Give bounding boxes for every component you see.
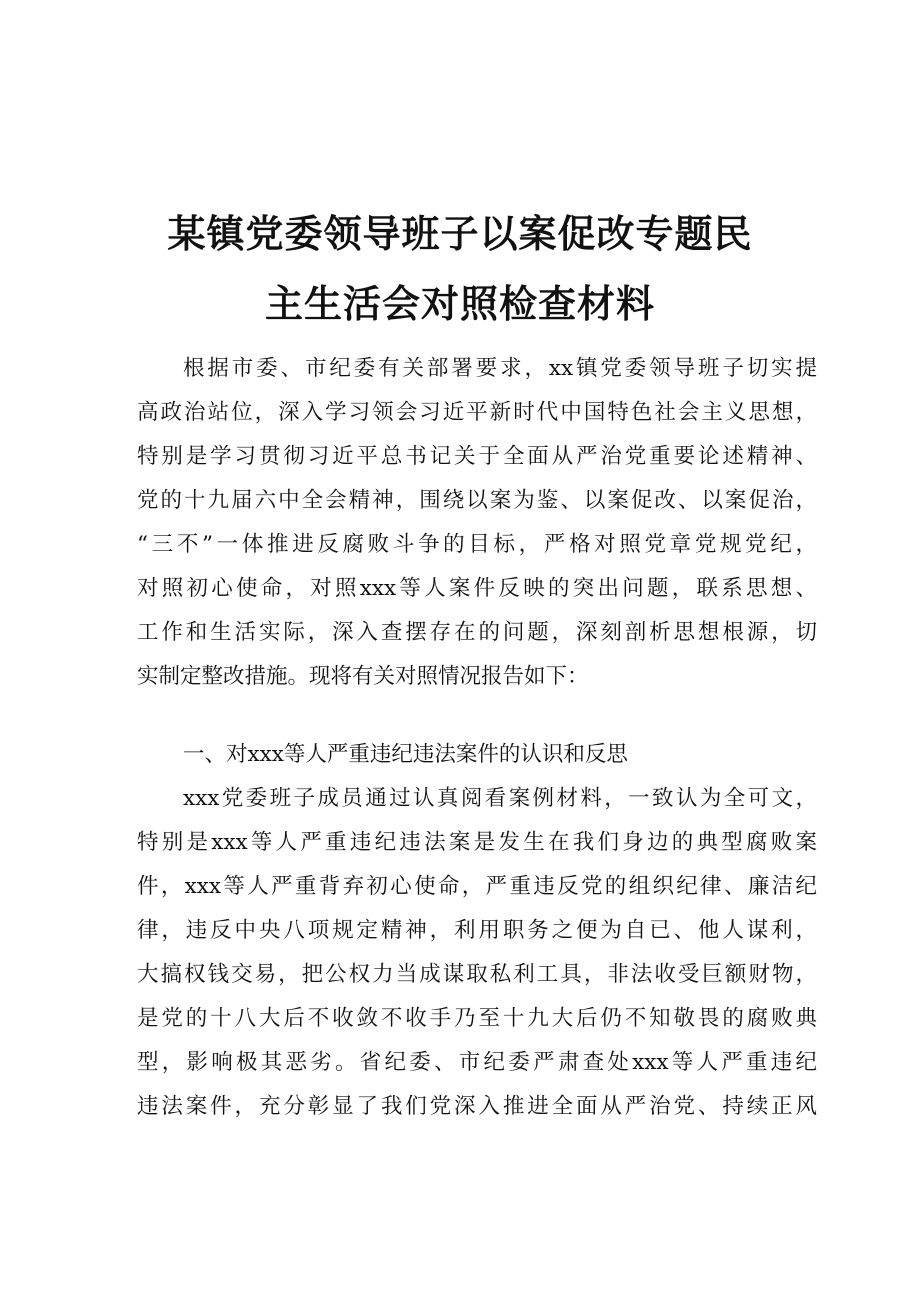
paragraph-intro bbox=[137, 347, 817, 699]
paragraph-line: 根据市委、市纪委有关部署要求，xx镇党委领导班子切实提 bbox=[183, 356, 817, 381]
paragraph-line: 特别是xxx等人严重违纪违法案是发生在我们身边的典型腐败案 bbox=[137, 830, 817, 855]
paragraph-line: “三不”一体推进反腐败斗争的目标，严格对照党章党规党纪， bbox=[137, 532, 817, 557]
paragraph-line: 是党的十八大后不收敛不收手乃至十九大后仍不知敬畏的腐败典 bbox=[137, 1006, 817, 1031]
paragraph-line: 特别是学习贯彻习近平总书记关于全面从严治党重要论述精神、 bbox=[137, 444, 817, 469]
paragraph-line: xxx党委班子成员通过认真阅看案例材料，一致认为全可文， bbox=[183, 786, 817, 811]
paragraph-line: 件，xxx等人严重背弃初心使命，严重违反党的组织纪律、廉洁纪 bbox=[137, 874, 817, 899]
paragraph-line: 工作和生活实际，深入查摆存在的问题，深刻剖析思想根源，切 bbox=[137, 620, 817, 645]
section-heading-1 bbox=[137, 733, 817, 777]
paragraph-line: 实制定整改措施。现将有关对照情况报告如下： bbox=[137, 664, 589, 689]
document-title-line-1: 某镇党委领导班子以案促改专题民 bbox=[167, 212, 753, 256]
paragraph-line: 高政治站位，深入学习领会习近平新时代中国特色社会主义思想， bbox=[137, 400, 817, 425]
paragraph-line: 大搞权钱交易，把公权力当成谋取私利工具，非法收受巨额财物， bbox=[137, 962, 817, 987]
paragraph-line: 党的十九届六中全会精神，围绕以案为鉴、以案促改、以案促治， bbox=[137, 488, 817, 513]
document-title-line-2: 主生活会对照检查材料 bbox=[264, 282, 655, 326]
paragraph-line: 律，违反中央八项规定精神，利用职务之便为自已、他人谋利， bbox=[137, 918, 817, 943]
paragraph-reflection bbox=[137, 777, 817, 1129]
section-heading-text: 一、对xxx等人严重违纪违法案件的认识和反思 bbox=[183, 742, 628, 767]
paragraph-line: 对照初心使命，对照xxx等人案件反映的突出问题，联系思想、 bbox=[137, 576, 817, 601]
paragraph-line: 违法案件，充分彰显了我们党深入推进全面从严治党、持续正风 bbox=[137, 1094, 817, 1119]
paragraph-line: 型，影响极其恶劣。省纪委、市纪委严肃查处xxx等人严重违纪 bbox=[137, 1050, 817, 1075]
